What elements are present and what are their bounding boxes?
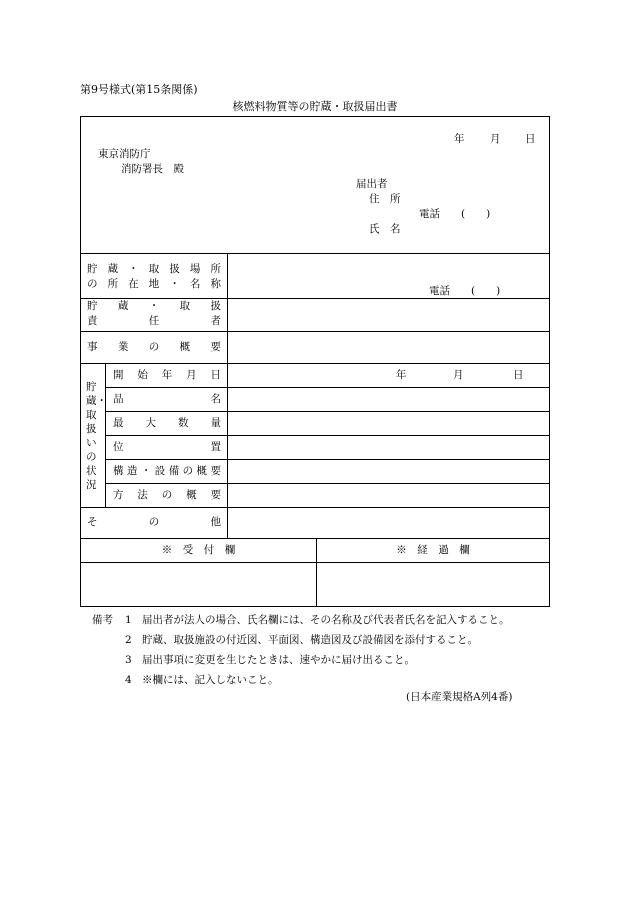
start-date-label: 開 始 年 月 日 — [113, 369, 221, 381]
location-phone-label: 電話 ( ) — [429, 285, 501, 297]
rule-business-bottom — [81, 363, 549, 364]
applicant-name-label: 氏 名 — [369, 223, 401, 235]
note-1-text: 届出者が法人の場合、氏名欄には、その名称及び代表者氏名を記入すること。 — [142, 614, 510, 626]
progress-column-header: ※ 経 過 欄 — [396, 544, 470, 556]
rule-other-bottom — [81, 538, 549, 539]
structure-label: 構 造 ・ 設 備 の 概 要 — [113, 465, 221, 477]
notification-form — [80, 116, 550, 607]
business-label: 事 業 の 概 要 — [87, 341, 221, 353]
start-date-day: 日 — [513, 369, 524, 381]
header-date-day: 日 — [525, 133, 536, 145]
max-quantity-label: 最 大 数 量 — [113, 417, 221, 429]
note-2-text: 貯蔵、取扱施設の付近図、平面図、構造図及び設備図を添付すること。 — [142, 634, 478, 646]
form-number: 第9号様式(第15条関係) — [80, 83, 198, 96]
notes-heading: 備考 — [92, 614, 113, 626]
addressee-agency: 東京消防庁 — [98, 148, 151, 160]
rule-stamp-header-bottom — [81, 562, 549, 563]
note-1-number: 1 — [125, 614, 132, 626]
start-date-year: 年 — [396, 369, 407, 381]
header-date-month: 月 — [490, 133, 501, 145]
note-3-number: 3 — [125, 654, 132, 666]
rule-header-bottom — [81, 253, 549, 254]
applicant-phone-label: 電話 ( ) — [419, 208, 491, 220]
form-title: 核燃料物質等の貯蔵・取扱届出書 — [232, 100, 398, 113]
rule-status-1 — [105, 387, 549, 388]
status-group-label: 貯蔵・取扱いの状況 — [86, 381, 107, 491]
rule-status-4 — [105, 459, 549, 460]
rule-status-3 — [105, 435, 549, 436]
rule-status-2 — [105, 411, 549, 412]
applicant-label: 届出者 — [356, 178, 388, 190]
note-2-number: 2 — [125, 634, 132, 646]
method-label: 方 法 の 概 要 — [113, 489, 221, 501]
rule-label-column — [227, 253, 228, 538]
applicant-address-label: 住 所 — [369, 193, 401, 205]
rule-location-bottom — [81, 298, 549, 299]
header-date-year: 年 — [454, 133, 465, 145]
note-3-text: 届出事項に変更を生じたときは、速やかに届け出ること。 — [142, 654, 415, 666]
paper-size-footer: (日本産業規格A列4番) — [406, 691, 513, 703]
rule-status-group-column — [105, 363, 106, 507]
manager-label-line1: 貯 蔵 ・ 取 扱 — [87, 300, 221, 312]
location-label-line1: 貯 蔵 ・ 取 扱 場 所 — [87, 263, 221, 275]
note-4-text: ※欄には、記入しないこと。 — [142, 674, 279, 686]
reception-column-header: ※ 受 付 欄 — [161, 544, 236, 556]
position-label: 位 置 — [113, 441, 221, 453]
rule-status-5 — [105, 483, 549, 484]
rule-status-bottom — [81, 507, 549, 508]
rule-manager-bottom — [81, 331, 549, 332]
note-4-number: 4 — [125, 674, 132, 686]
manager-label-line2: 責 任 者 — [87, 315, 221, 327]
other-label: そ の 他 — [87, 516, 221, 528]
item-name-label: 品 名 — [113, 393, 221, 405]
start-date-month: 月 — [453, 369, 464, 381]
addressee-chief: 消防署長 殿 — [121, 163, 184, 175]
location-label-line2: の 所 在 地 ・ 名 称 — [87, 278, 221, 290]
